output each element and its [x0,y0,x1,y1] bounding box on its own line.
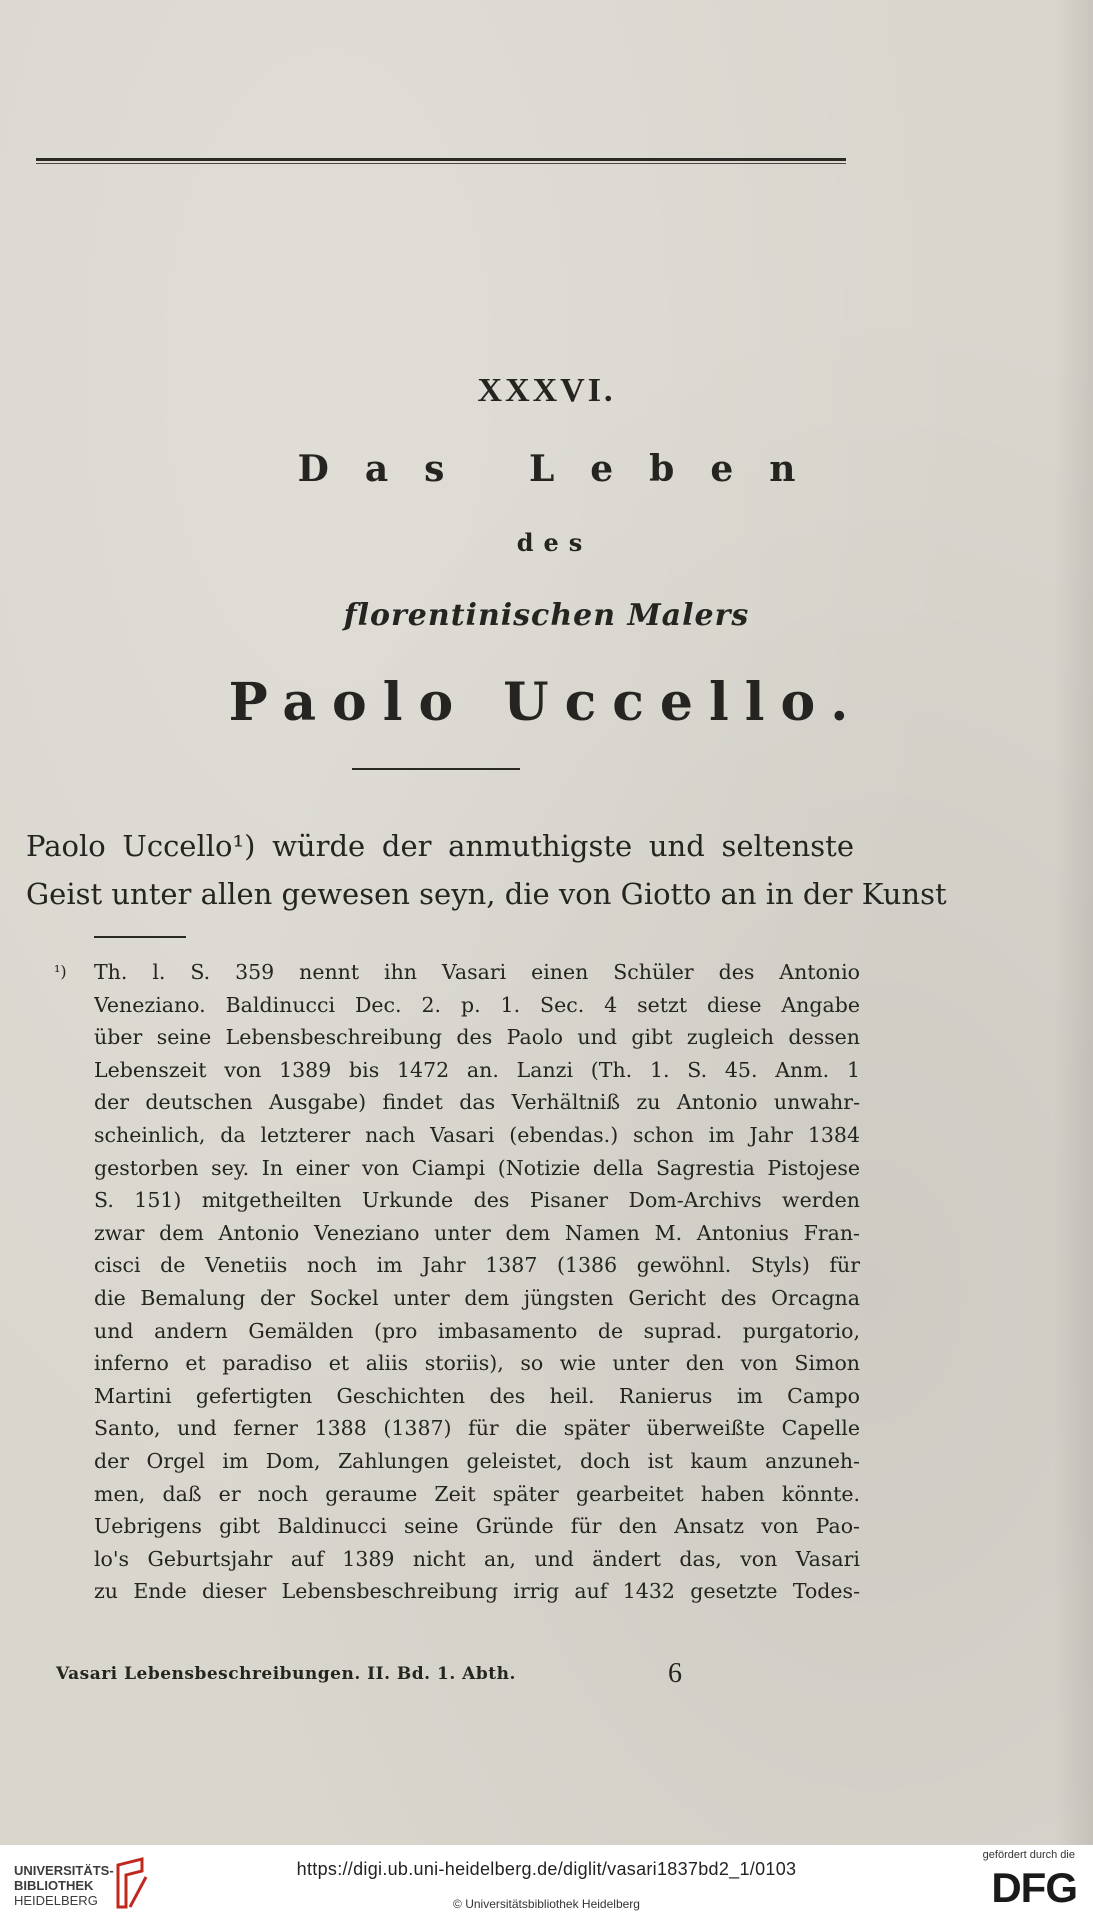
header-rule [36,158,846,161]
library-line: HEIDELBERG [14,1893,98,1908]
title-des: des [516,528,593,557]
footnote-line: inferno et paradiso et aliis storiis), so wie unter den von Simon [94,1351,860,1376]
chapter-number: XXXVI. [477,372,616,409]
footnote-lines [94,956,860,1608]
viewer-footer [0,1845,1093,1921]
footnote-marker: ¹) [54,962,67,981]
footnote-line: S. 151) mitgetheilten Urkunde des Pisaner Dom-Archivs werden [94,1188,860,1213]
library-line: BIBLIOTHEK [14,1878,94,1893]
footnote-line: Lebenszeit von 1389 bis 1472 an. Lanzi (Th. 1. S. 45. Anm. 1 [94,1057,860,1082]
title-paolo-uccello: Paolo Uccello. [228,672,865,733]
body-line: Geist unter allen gewesen seyn, die von Giotto an in der Kunst [26,877,947,911]
page-edge-shadow [1053,0,1093,1845]
body-line: Paolo Uccello¹) würde der anmuthigste und seltenste [26,829,854,863]
footnote-line: die Bemalung der Sockel unter dem jüngsten Gericht des Orcagna [94,1285,860,1310]
dfg-logo: DFG [991,1864,1077,1911]
footnote-line: lo's Geburtsjahr auf 1389 nicht an, und ändert das, von Vasari [94,1546,860,1571]
footnote-line: Uebrigens gibt Baldinucci seine Gründe für den Ansatz von Pao- [94,1514,860,1539]
signature-number: 6 [668,1658,682,1689]
footnote-line: und andern Gemälden (pro imbasamento de suprad. purgatorio, [94,1318,860,1343]
title-divider [352,768,520,770]
footnote-line: Th. l. S. 359 nennt ihn Vasari einen Schüler des Antonio [94,960,860,984]
copyright-notice: © Universitätsbibliothek Heidelberg [453,1897,640,1911]
footnote-line: zwar dem Antonio Veneziano unter dem Namen M. Antonius Fran- [94,1220,860,1245]
printer-signature: Vasari Lebensbeschreibungen. II. Bd. 1. Abth. [56,1664,516,1684]
body-text [26,822,947,918]
footnote-line: Veneziano. Baldinucci Dec. 2. p. 1. Sec. 4 setzt diese Angabe [94,992,860,1017]
footnote-line: scheinlich, da letzterer nach Vasari (ebendas.) schon im Jahr 1384 [94,1122,860,1147]
title-florentinischen-malers: florentinischen Malers [343,598,750,633]
footnote-line: gestorben sey. In einer von Ciampi (Notizie della Sagrestia Pistojese [94,1155,860,1180]
footnote-line: men, daß er noch geraume Zeit später gearbeitet haben könnte. [94,1481,860,1506]
footnote-line: Santo, und ferner 1388 (1387) für die später überweißte Capelle [94,1416,860,1441]
footnote-rule [94,936,186,938]
footnote-line: zu Ende dieser Lebensbeschreibung irrig auf 1432 gesetzte Todes- [94,1579,860,1604]
library-line: UNIVERSITÄTS- [14,1863,114,1878]
footnote-line: der Orgel im Dom, Zahlungen geleistet, doch ist kaum anzuneh- [94,1448,860,1473]
footnote-line: cisci de Venetiis noch im Jahr 1387 (1386 gewöhnl. Styls) für [94,1253,860,1278]
footnote-line: der deutschen Ausgabe) findet das Verhältniß zu Antonio unwahr- [94,1090,860,1115]
title-das-leben: Das Leben [297,448,832,490]
funded-by-label: gefördert durch die [982,1849,1075,1861]
footnote-line: Martini gefertigten Geschichten des heil. Ranierus im Campo [94,1383,860,1408]
footnote-line: über seine Lebensbeschreibung des Paolo und gibt zugleich dessen [94,1025,860,1050]
permalink-url[interactable]: https://digi.ub.uni-heidelberg.de/diglit/vasari1837bd2_1/0103 [296,1859,797,1879]
